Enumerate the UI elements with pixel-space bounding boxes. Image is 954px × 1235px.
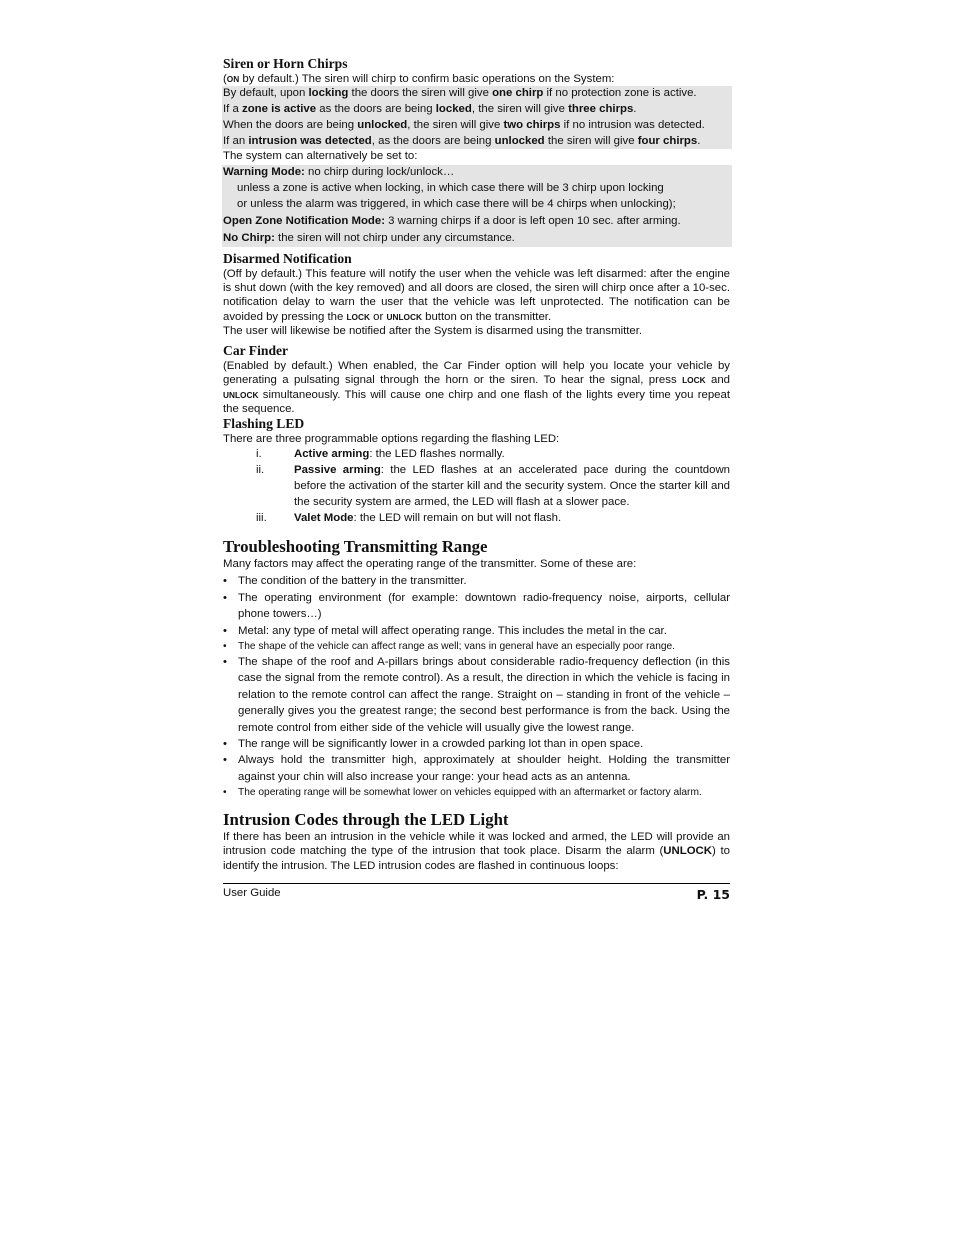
list-item: • Always hold the transmitter high, approximately at shoulder height. Holding the transmitter against your chin will also increase your range: your head acts as an antenna. (223, 754, 730, 783)
list-item: • The shape of the vehicle can affect range as well; vans in general have an especially poor range. (223, 640, 676, 652)
page-footer (223, 883, 730, 902)
siren-alt: The system can alternatively be set to: (223, 150, 418, 163)
siren-modes-block (222, 165, 732, 247)
warning-mode-sub2: or unless the alarm was triggered, in which case there will be 4 chirps when unlocking); (237, 197, 676, 210)
list-item: i. Active arming: the LED flashes normally. (256, 448, 505, 461)
section-title-car-finder: Car Finder (223, 343, 289, 359)
section-title-troubleshooting: Troubleshooting Transmitting Range (223, 537, 488, 557)
list-item: • The shape of the roof and A-pillars brings about considerable radio-frequency deflection (in this case the signal from the remote control). As a result, the direction in which the vehicle is facing in relation to the remote control can affect the range. Straight on – standing in front of the vehicle – generally gives you the greatest range; the second best performance is from the back. Using the remote control from either side of the vehicle will usually give the lowest range. (223, 655, 730, 734)
troubleshooting-list (223, 573, 730, 800)
warning-mode-sub1: unless a zone is active when locking, in which case there will be 3 chirp upon locking (237, 181, 664, 194)
disarmed-paragraph: (Off by default.) This feature will notify the user when the vehicle was left disarmed: after the engine is shut down (with the key removed) and all doors are closed, the siren will chirp once after a 10-sec. notification delay to warn the user that the vehicle was left unprotected. The notification can be avoided by pressing the LOCK or UNLOCK button on the transmitter. (223, 268, 730, 323)
section-title-intrusion-codes: Intrusion Codes through the LED Light (223, 810, 509, 830)
warning-mode: Warning Mode: no chirp during lock/unlock… (223, 166, 455, 179)
list-item: • The range will be significantly lower in a crowded parking lot than in open space. (223, 737, 644, 750)
section-title-flashing-led: Flashing LED (223, 415, 305, 431)
footer-title: User Guide (223, 887, 281, 899)
siren-line-lock: By default, upon locking the doors the siren will give one chirp if no protection zone is active. (223, 87, 697, 100)
list-item: • The operating environment (for example: downtown radio-frequency noise, airports, cellular phone towers…) (223, 591, 730, 621)
no-chirp-mode: No Chirp: the siren will not chirp under any circumstance. (223, 232, 515, 245)
list-item: • Metal: any type of metal will affect operating range. This includes the metal in the car. (223, 624, 667, 637)
troubleshooting-intro: Many factors may affect the operating range of the transmitter. Some of these are: (223, 558, 637, 571)
section-title-disarmed: Disarmed Notification (223, 251, 352, 267)
siren-default-block (222, 86, 732, 149)
intrusion-paragraph: If there has been an intrusion in the vehicle while it was locked and armed, the LED will provide an intrusion code matching the type of the intrusion that took place. Disarm the alarm (UNLOCK) to identify the intrusion. The LED intrusion codes are flashed in continuous loops: (223, 831, 730, 872)
list-item: ii. Passive arming: the LED flashes at an accelerated pace during the countdown before the activation of the starter kill and the security system. Once the starter kill and the security system are armed, the LED will flash at a slower pace. (256, 464, 731, 509)
list-item: iii. Valet Mode: the LED will remain on but will not flash. (256, 512, 562, 525)
section-title-siren: Siren or Horn Chirps (223, 56, 348, 71)
open-zone-mode: Open Zone Notification Mode: 3 warning chirps if a door is left open 10 sec. after arming. (223, 214, 681, 227)
siren-line-unlock: When the doors are being unlocked, the siren will give two chirps if no intrusion was detected. (223, 118, 705, 131)
list-item: • The operating range will be somewhat lower on vehicles equipped with an aftermarket or factory alarm. (223, 787, 702, 799)
flashing-options-list (223, 446, 730, 526)
siren-intro: (ON by default.) The siren will chirp to confirm basic operations on the System: (223, 73, 615, 85)
siren-line-zone: If a zone is active as the doors are being locked, the siren will give three chirps. (223, 103, 637, 115)
siren-line-intrusion: If an intrusion was detected, as the doors are being unlocked the siren will give four chirps. (223, 134, 701, 147)
page-content (223, 56, 730, 873)
car-finder-paragraph: (Enabled by default.) When enabled, the Car Finder option will help you locate your vehicle by generating a pulsating signal through the horn or the siren. To hear the signal, press LOCK and UNLOCK simultaneously. This will cause one chirp and one flash of the lights every time you repeat the sequence. (223, 360, 730, 415)
page-number: P. 15 (696, 887, 730, 902)
flashing-intro: There are three programmable options regarding the flashing LED: (223, 432, 560, 445)
list-item: • The condition of the battery in the transmitter. (223, 575, 467, 588)
disarmed-paragraph-2: The user will likewise be notified after the System is disarmed using the transmitter. (223, 324, 643, 337)
